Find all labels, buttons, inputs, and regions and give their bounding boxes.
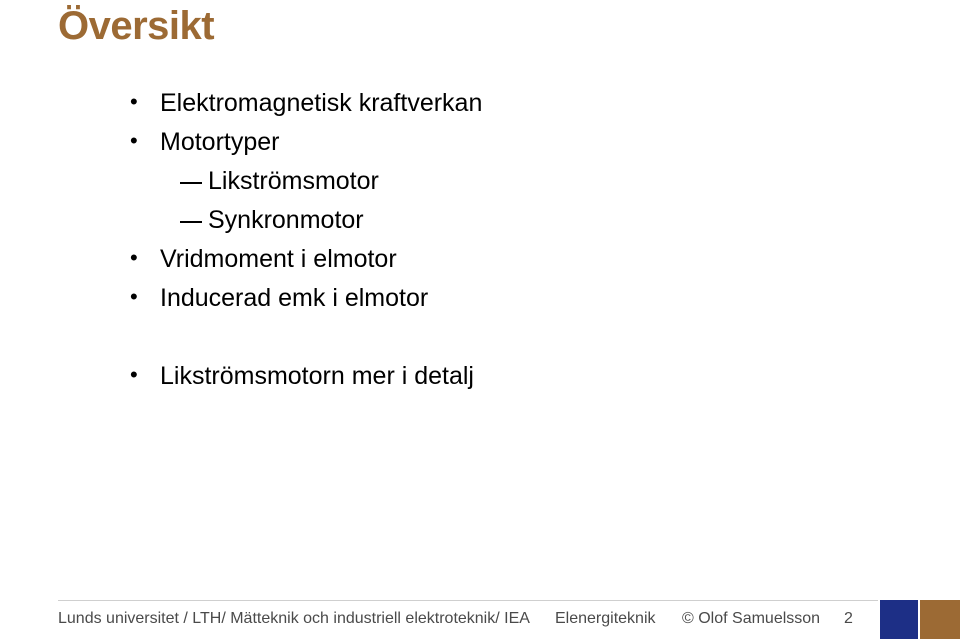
bullet-dot-icon: • xyxy=(130,245,138,270)
dash-icon xyxy=(180,182,202,184)
bullet-dot-icon: • xyxy=(130,362,138,387)
bullet-dot-icon: • xyxy=(130,128,138,153)
sub-bullet-item xyxy=(208,166,379,196)
bullet-text: Synkronmotor xyxy=(208,206,364,234)
bullet-item xyxy=(130,127,280,157)
bullet-text: Likströmsmotorn mer i detalj xyxy=(160,362,474,390)
bullet-dot-icon: • xyxy=(130,89,138,114)
footer-subject: Elenergiteknik xyxy=(555,610,656,627)
dash-icon xyxy=(180,221,202,223)
bullet-text: Likströmsmotor xyxy=(208,167,379,195)
bullet-item xyxy=(130,283,429,313)
bullet-dot-icon: • xyxy=(130,284,138,309)
bullet-text: Vridmoment i elmotor xyxy=(160,245,397,273)
bullet-text: Motortyper xyxy=(160,128,280,156)
footer-divider xyxy=(58,600,878,601)
slide-title: Översikt xyxy=(58,4,215,48)
page-number: 2 xyxy=(844,610,853,627)
footer-institution: Lunds universitet / LTH/ Mätteknik och industriell elektroteknik/ IEA xyxy=(58,610,530,627)
sub-bullet-item xyxy=(208,205,364,235)
accent-block-blue xyxy=(880,600,918,639)
accent-block-brown xyxy=(920,600,960,639)
bullet-text: Inducerad emk i elmotor xyxy=(160,284,429,312)
bullet-item xyxy=(130,361,474,391)
bullet-item xyxy=(130,244,397,274)
bullet-item xyxy=(130,88,483,118)
footer-author: © Olof Samuelsson xyxy=(682,610,821,627)
bullet-text: Elektromagnetisk kraftverkan xyxy=(160,89,483,117)
